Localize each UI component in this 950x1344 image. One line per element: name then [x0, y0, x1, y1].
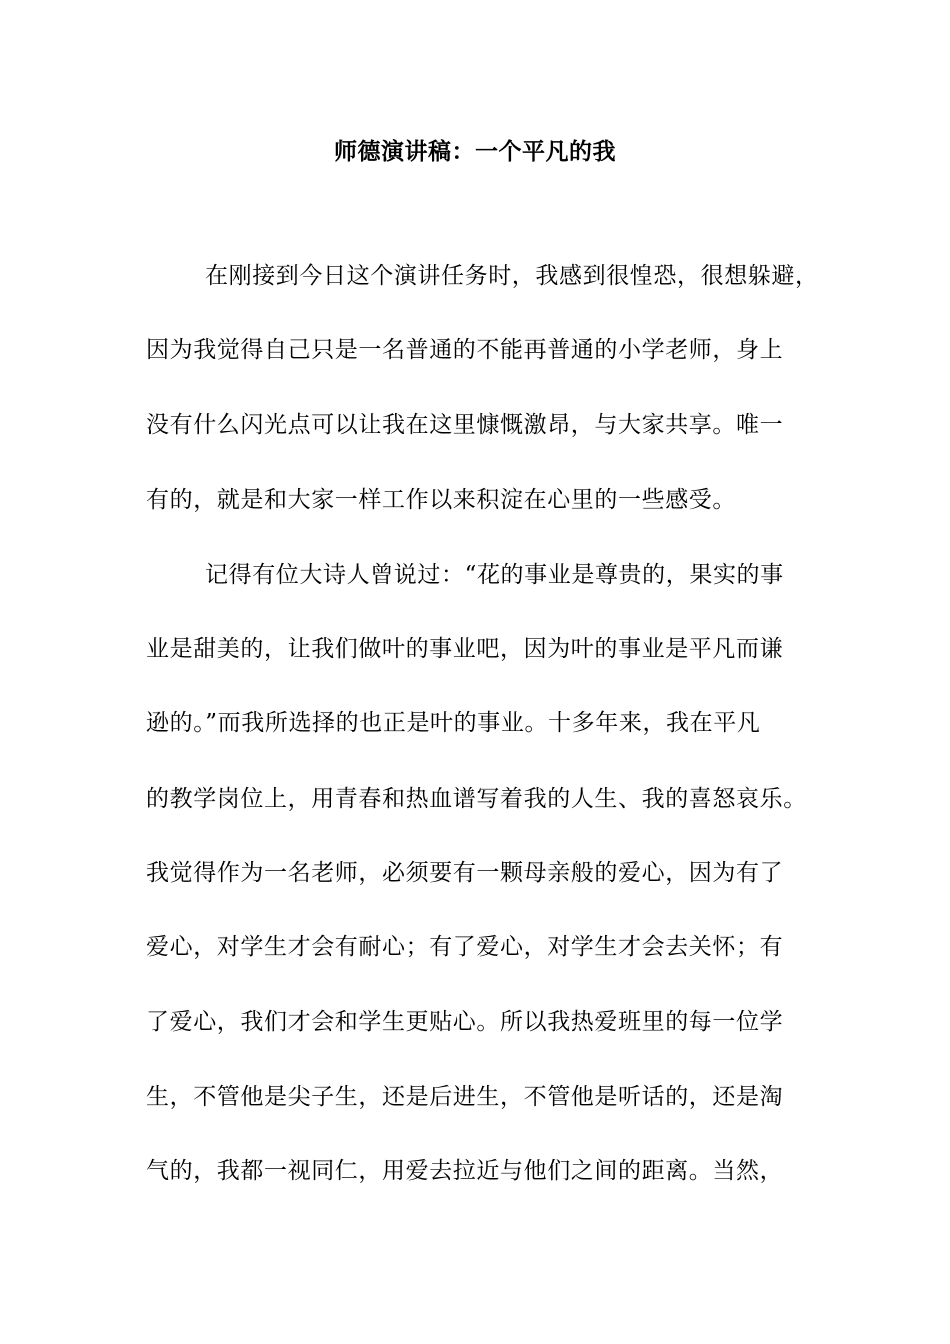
- paragraph-line: 有的，就是和大家一样工作以来积淀在心里的一些感受。: [146, 487, 736, 513]
- paragraph-line: 在刚接到今日这个演讲任务时，我感到很惶恐，很想躲避，: [205, 263, 819, 289]
- paragraph-line: 的教学岗位上，用青春和热血谱写着我的人生、我的喜怒哀乐。: [146, 786, 807, 812]
- paragraph-line: 我觉得作为一名老师，必须要有一颗母亲般的爱心，因为有了: [146, 860, 784, 886]
- paragraph-line: 爱心，对学生才会有耐心；有了爱心，对学生才会去关怀；有: [146, 934, 784, 960]
- paragraph-line: 记得有位大诗人曾说过：“花的事业是尊贵的，果实的事: [205, 562, 784, 588]
- paragraph-line: 业是甜美的，让我们做叶的事业吧，因为叶的事业是平凡而谦: [146, 636, 784, 662]
- document-title: 师德演讲稿：一个平凡的我: [334, 139, 616, 165]
- paragraph-line: 气的，我都一视同仁，用爱去拉近与他们之间的距离。当然，: [146, 1158, 784, 1184]
- paragraph-line: 因为我觉得自己只是一名普通的不能再普通的小学老师，身上: [146, 337, 784, 363]
- paragraph-line: 逊的。”而我所选择的也正是叶的事业。十多年来，我在平凡: [146, 710, 761, 736]
- paragraph-line: 了爱心，我们才会和学生更贴心。所以我热爱班里的每一位学: [146, 1009, 784, 1035]
- paragraph-line: 没有什么闪光点可以让我在这里慷慨激昂，与大家共享。唯一: [146, 412, 784, 438]
- paragraph-line: 生，不管他是尖子生，还是后进生，不管他是听话的，还是淘: [146, 1084, 784, 1110]
